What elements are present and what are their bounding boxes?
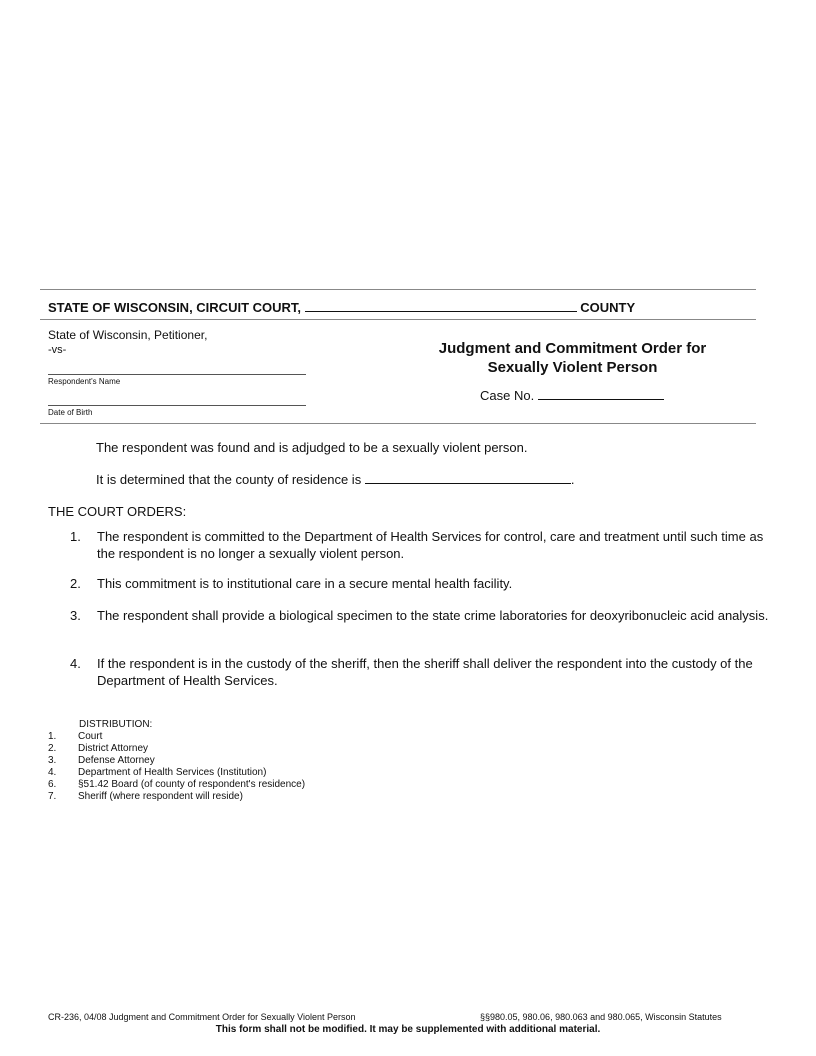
top-rule	[40, 289, 756, 290]
order-item	[70, 607, 770, 624]
order-text: This commitment is to institutional care in a secure mental health facility.	[97, 576, 513, 591]
caption-rule	[40, 423, 756, 424]
order-item	[70, 575, 770, 592]
footer-form-id: CR-236, 04/08 Judgment and Commitment Order for Sexually Violent Person	[48, 1012, 356, 1022]
distribution-item: 6. §51.42 Board (of county of respondent's residence)	[48, 779, 306, 790]
county-residence-label: It is determined that the county of residence is	[96, 472, 362, 487]
dob-label: Date of Birth	[48, 408, 93, 417]
case-no-label: Case No.	[480, 388, 535, 403]
distribution-item: 4. Department of Health Services (Institution)	[48, 767, 267, 778]
distribution-item: 7. Sheriff (where respondent will reside)	[48, 791, 243, 802]
dob-field[interactable]	[48, 405, 306, 406]
order-text: If the respondent is in the custody of the sheriff, then the sheriff shall deliver the respondent into the custody of the Department of Health Services.	[97, 656, 753, 688]
footer-statutes: §§980.05, 980.06, 980.063 and 980.065, Wisconsin Statutes	[480, 1012, 722, 1022]
county-label: COUNTY	[580, 300, 636, 315]
title-line-2: Sexually Violent Person	[487, 359, 658, 376]
distribution-item: 1. Court	[48, 731, 103, 742]
order-num: 4.	[70, 656, 81, 671]
period: .	[570, 472, 575, 487]
county-blank[interactable]	[305, 311, 577, 312]
county-residence-field[interactable]	[365, 483, 571, 484]
distribution-list	[48, 731, 305, 803]
county-residence	[96, 472, 574, 487]
distribution-heading: DISTRIBUTION:	[79, 719, 153, 730]
order-num: 1.	[70, 529, 81, 544]
court-header	[48, 300, 635, 315]
case-number	[480, 388, 664, 403]
order-item	[70, 655, 770, 689]
vs-label: -vs-	[48, 344, 67, 356]
order-item	[70, 528, 770, 562]
distribution-item: 3. Defense Attorney	[48, 755, 155, 766]
petitioner: State of Wisconsin, Petitioner,	[48, 328, 208, 342]
order-text: The respondent is committed to the Department of Health Services for control, care and treatment until such time as the respondent is no longer a sexually violent person.	[97, 529, 764, 561]
distribution-item: 2. District Attorney	[48, 743, 149, 754]
orders-heading: THE COURT ORDERS:	[48, 504, 187, 519]
finding-text: The respondent was found and is adjudged to be a sexually violent person.	[96, 440, 528, 455]
order-text: The respondent shall provide a biological specimen to the state crime laboratories for deoxyribonucleic acid analysis.	[97, 608, 769, 623]
case-no-field[interactable]	[538, 399, 664, 400]
respondent-name-field[interactable]	[48, 374, 306, 375]
order-num: 3.	[70, 608, 81, 623]
court-label: STATE OF WISCONSIN, CIRCUIT COURT,	[48, 300, 302, 315]
respondent-name-label: Respondent's Name	[48, 377, 121, 386]
form-title	[400, 339, 745, 377]
footer-notice: This form shall not be modified. It may be supplemented with additional material.	[215, 1024, 601, 1035]
header-rule	[40, 319, 756, 320]
order-num: 2.	[70, 576, 81, 591]
title-line-1: Judgment and Commitment Order for	[438, 340, 707, 357]
